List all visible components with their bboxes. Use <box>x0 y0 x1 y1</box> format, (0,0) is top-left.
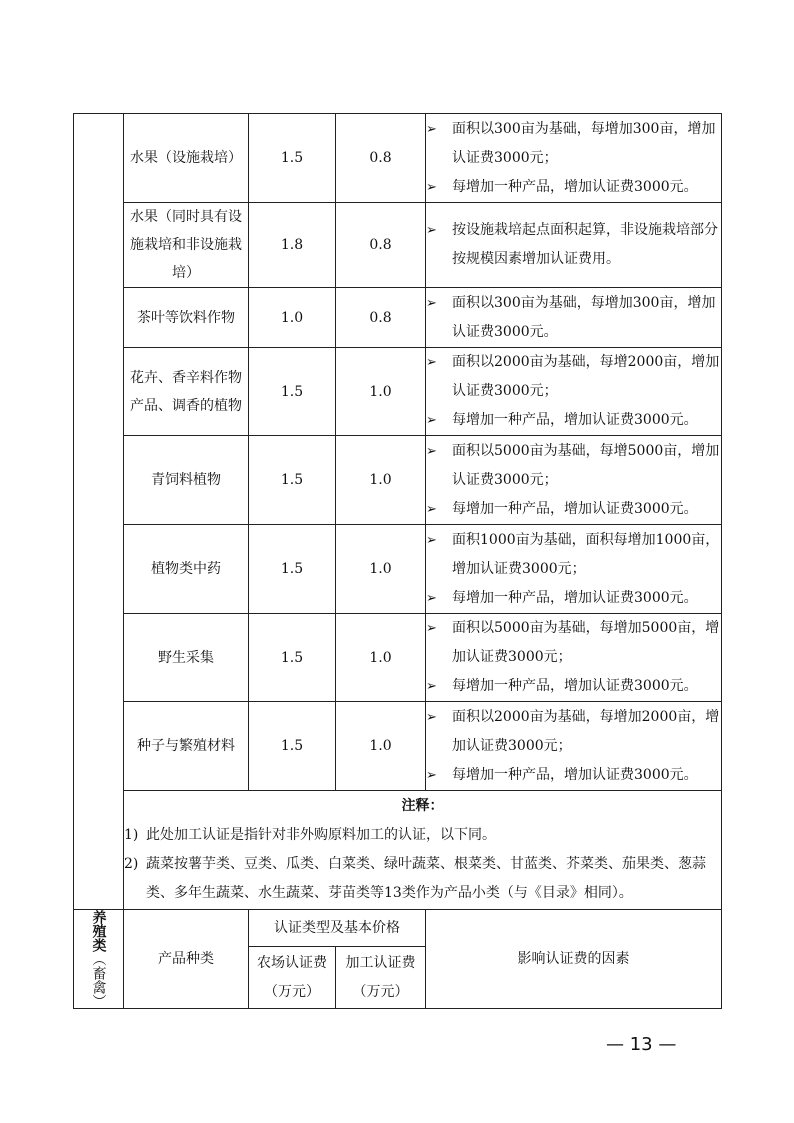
factors-cell <box>426 348 722 436</box>
arrow-bullet-icon: ➢ <box>426 121 437 137</box>
product-cell: 茶叶等饮料作物 <box>124 288 249 348</box>
product-cell: 植物类中药 <box>124 525 249 614</box>
note-item <box>124 850 721 908</box>
factor-item: ➢ 面积以5000亩为基础，每增加5000亩，增加认证费3000元； <box>426 614 721 672</box>
process-fee-cell: 1.0 <box>336 614 426 702</box>
farm-fee-cell: 1.5 <box>249 114 336 203</box>
factors-cell <box>426 114 722 203</box>
arrow-bullet-icon: ➢ <box>426 621 437 636</box>
factors-header: 影响认证费的因素 <box>426 910 722 1009</box>
factor-item: ➢ 面积以2000亩为基础，每增2000亩，增加认证费3000元； <box>426 348 721 406</box>
factor-item: ➢ 面积以5000亩为基础，每增5000亩，增加认证费3000元； <box>426 437 721 495</box>
category-side-cell <box>74 114 124 910</box>
table-row <box>74 525 722 614</box>
arrow-bullet-icon: ➢ <box>426 179 437 195</box>
arrow-bullet-icon: ➢ <box>426 443 437 459</box>
product-cell: 水果（设施栽培） <box>124 114 249 203</box>
product-cell: 青饲料植物 <box>124 436 249 525</box>
side-label-normal: （畜禽） <box>90 952 107 1008</box>
page-number: — 13 — <box>606 1034 677 1055</box>
factor-item: ➢ 面积1000亩为基础，面积每增加1000亩，增加认证费3000元； <box>426 526 721 584</box>
livestock-header-row <box>74 910 722 947</box>
farm-fee-cell: 1.5 <box>249 525 336 614</box>
arrow-bullet-icon: ➢ <box>426 413 437 428</box>
factor-item: ➢ 每增加一种产品，增加认证费3000元。 <box>426 761 721 790</box>
farm-fee-cell: 1.0 <box>249 288 336 348</box>
product-cell: 野生采集 <box>124 614 249 702</box>
process-fee-cell: 1.0 <box>336 348 426 436</box>
note-number: 1) <box>124 827 139 843</box>
table-row <box>74 348 722 436</box>
table-row <box>74 203 722 288</box>
table-row <box>74 702 722 791</box>
process-fee-cell: 1.0 <box>336 702 426 791</box>
factors-cell <box>426 525 722 614</box>
process-fee-cell: 0.8 <box>336 288 426 348</box>
factor-item: ➢ 每增加一种产品，增加认证费3000元。 <box>426 173 721 202</box>
process-fee-header: 加工认证费（万元） <box>336 947 426 1009</box>
farm-fee-cell: 1.8 <box>249 203 336 288</box>
note-item <box>124 821 721 850</box>
factor-item: ➢ 每增加一种产品，增加认证费3000元。 <box>426 495 721 524</box>
farm-fee-cell: 1.5 <box>249 614 336 702</box>
arrow-bullet-icon: ➢ <box>426 767 437 783</box>
farm-fee-cell: 1.5 <box>249 436 336 525</box>
product-cell: 种子与繁殖材料 <box>124 702 249 791</box>
arrow-bullet-icon: ➢ <box>426 501 437 517</box>
factor-item: ➢ 每增加一种产品，增加认证费3000元。 <box>426 406 721 435</box>
product-cell: 花卉、香辛料作物产品、调香的植物 <box>124 348 249 436</box>
process-fee-cell: 1.0 <box>336 436 426 525</box>
factor-item: ➢ 每增加一种产品，增加认证费3000元。 <box>426 584 721 613</box>
arrow-bullet-icon: ➢ <box>426 709 437 725</box>
arrow-bullet-icon: ➢ <box>426 223 437 238</box>
farm-fee-cell: 1.5 <box>249 348 336 436</box>
factors-cell <box>426 288 722 348</box>
arrow-bullet-icon: ➢ <box>426 679 437 694</box>
arrow-bullet-icon: ➢ <box>426 532 437 548</box>
factor-item: ➢ 按设施栽培起点面积起算，非设施栽培部分按规模因素增加认证费用。 <box>426 216 721 274</box>
product-cell: 水果（同时具有设施栽培和非设施栽培） <box>124 203 249 288</box>
certification-fee-table <box>73 113 722 1009</box>
process-fee-cell: 1.0 <box>336 525 426 614</box>
notes-title: 注释： <box>401 798 444 814</box>
table-row <box>74 288 722 348</box>
farm-fee-cell: 1.5 <box>249 702 336 791</box>
farm-fee-header: 农场认证费（万元） <box>249 947 336 1009</box>
livestock-side-label <box>74 910 124 1009</box>
notes-cell <box>124 791 722 910</box>
note-text: 蔬菜按薯芋类、豆类、瓜类、白菜类、绿叶蔬菜、根菜类、甘蓝类、芥菜类、茄果类、葱蒜类、多年生蔬菜、水生蔬菜、芽苗类等13类作为产品小类（与《目录》相同）。 <box>146 856 706 901</box>
notes-row <box>74 791 722 910</box>
arrow-bullet-icon: ➢ <box>426 295 437 311</box>
table-row <box>74 114 722 203</box>
side-label-bold: 养殖类 <box>90 910 107 952</box>
process-fee-cell: 0.8 <box>336 114 426 203</box>
factor-item: ➢ 面积以2000亩为基础，每增加2000亩，增加认证费3000元； <box>426 703 721 761</box>
factor-item: ➢ 面积以300亩为基础，每增加300亩，增加认证费3000元。 <box>426 289 721 347</box>
note-number: 2) <box>124 856 139 872</box>
factor-item: ➢ 每增加一种产品，增加认证费3000元。 <box>426 672 721 701</box>
cert-type-header: 认证类型及基本价格 <box>249 910 426 947</box>
factors-cell <box>426 614 722 702</box>
table-row <box>74 614 722 702</box>
factors-cell <box>426 436 722 525</box>
factors-cell <box>426 702 722 791</box>
product-type-header: 产品种类 <box>124 910 249 1009</box>
factor-item: ➢ 面积以300亩为基础，每增加300亩，增加认证费3000元； <box>426 115 721 173</box>
table-row <box>74 436 722 525</box>
factors-cell <box>426 203 722 288</box>
note-text: 此处加工认证是指针对非外购原料加工的认证，以下同。 <box>146 827 496 843</box>
crop-rows <box>74 114 722 1009</box>
process-fee-cell: 0.8 <box>336 203 426 288</box>
arrow-bullet-icon: ➢ <box>426 355 437 370</box>
arrow-bullet-icon: ➢ <box>426 590 437 606</box>
